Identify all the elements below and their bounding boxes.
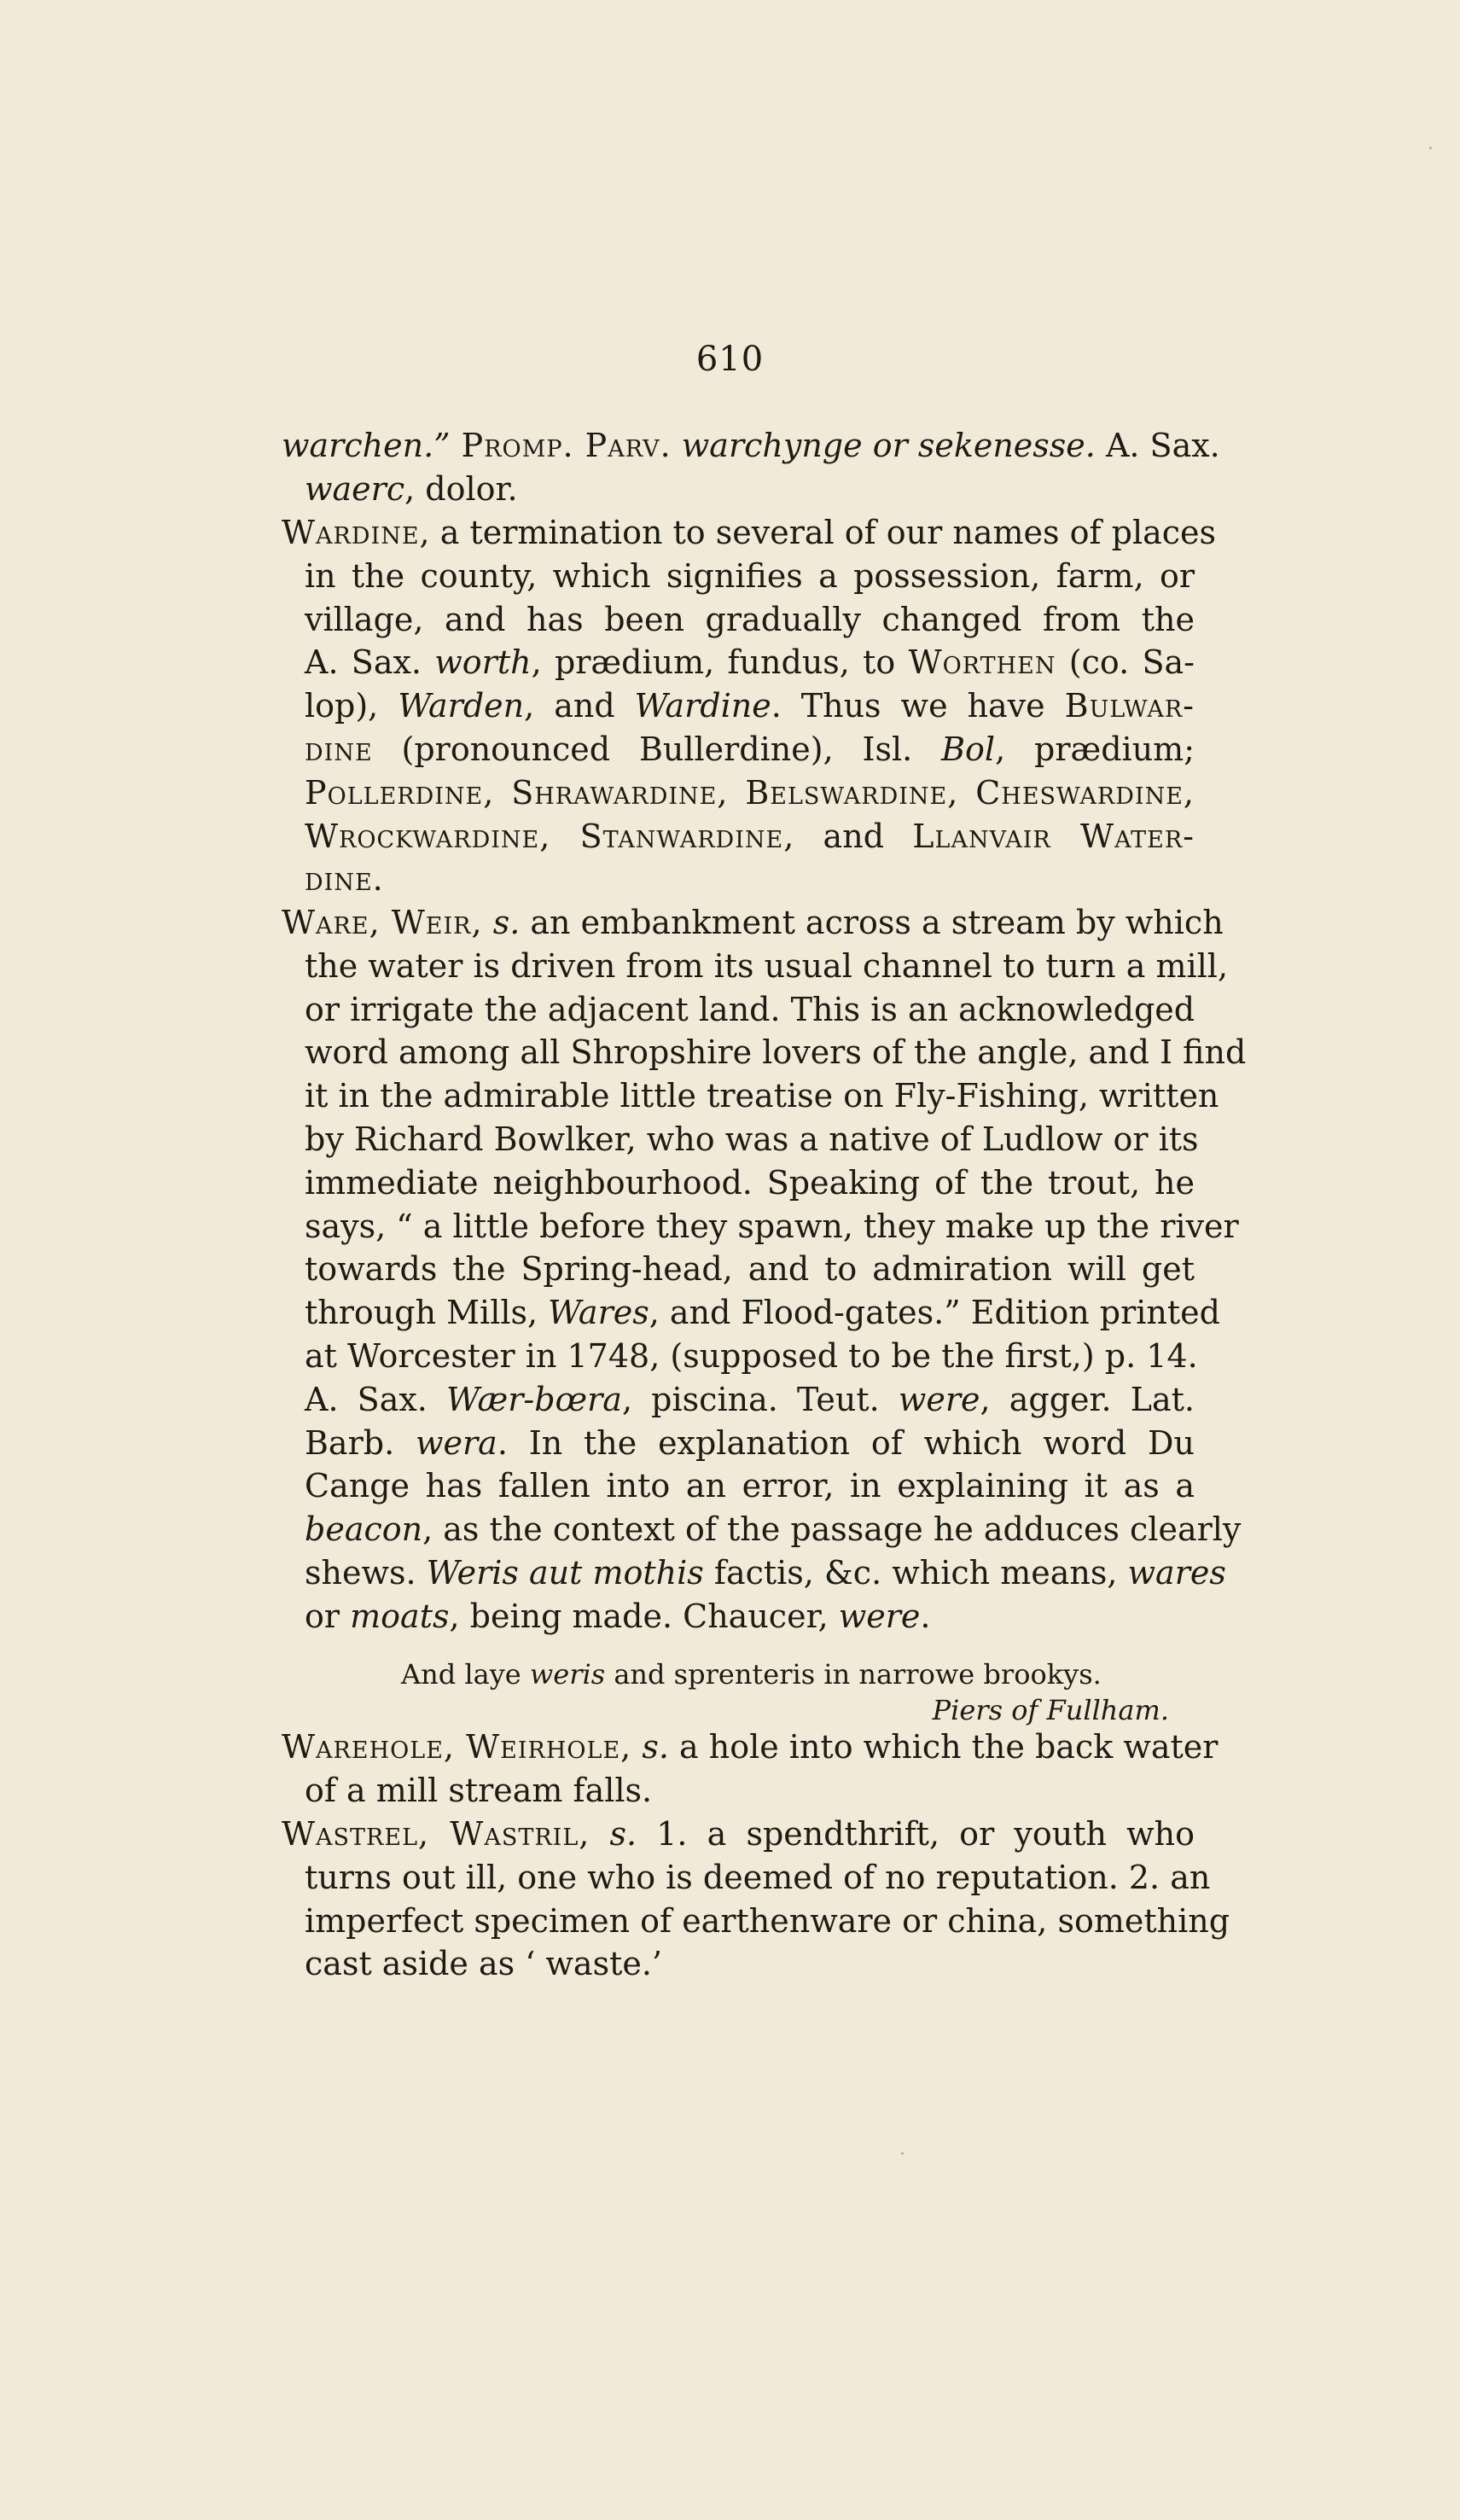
text-run: of a mill stream falls. — [305, 1771, 653, 1809]
italic-term: moats — [350, 1597, 450, 1635]
text-run: , a termination to several of our names of places — [419, 514, 1217, 551]
text-line — [282, 684, 1195, 728]
headword: dine. — [305, 860, 384, 899]
text-line — [282, 1118, 1199, 1161]
text-run: 1. a spendthrift, or youth who — [637, 1815, 1195, 1853]
text-run: imperfect specimen of earthenware or china, something — [305, 1901, 1230, 1940]
text-run — [590, 1815, 609, 1853]
text-line — [282, 728, 1195, 771]
text-line — [282, 945, 1229, 988]
text-run: lop), — [305, 687, 398, 725]
text-run: by Richard Bowlker, who was a native of Ludlow or its — [305, 1120, 1199, 1158]
text-run: word among all Shropshire lovers of the angle, and I find — [305, 1033, 1247, 1072]
italic-term: beacon — [305, 1510, 423, 1549]
italic-term: worth — [434, 643, 532, 682]
text-line — [282, 1726, 1219, 1769]
text-line — [282, 1464, 1195, 1508]
paper-speck — [1429, 147, 1432, 149]
text-line — [282, 858, 1195, 901]
text-run: . — [920, 1597, 931, 1635]
entry-wastrel — [282, 1813, 1230, 1986]
text-line — [282, 598, 1195, 642]
text-line — [282, 1074, 1219, 1118]
headword: Llanvair Water- — [912, 817, 1195, 855]
text-run: And laye — [401, 1658, 530, 1691]
text-run: or — [305, 1597, 351, 1635]
text-run: and sprenteris in narrowe brookys. — [605, 1658, 1102, 1691]
text-line — [282, 1422, 1195, 1465]
headword: Ware, Weir, — [282, 904, 483, 941]
italic-term: s. — [609, 1815, 637, 1853]
verse-quotation — [401, 1656, 1169, 1728]
text-run: (pronounced Bullerdine), Isl. — [372, 730, 942, 768]
italic-term: Weris aut mothis — [426, 1553, 704, 1592]
text-run: , being made. Chaucer, — [449, 1597, 839, 1635]
headword: Wrockwardine, Stanwardine, — [305, 817, 795, 855]
text-run: Cange has fallen into an error, in explaining it as a — [305, 1467, 1195, 1505]
text-line — [282, 1769, 1195, 1813]
text-run: , piscina. Teut. — [621, 1380, 899, 1418]
text-line — [282, 1551, 1226, 1595]
italic-term: Warden — [398, 687, 525, 725]
italic-term: Wares — [548, 1294, 649, 1332]
quotation-source: Piers of Fullham. — [932, 1694, 1169, 1726]
text-line — [282, 468, 1195, 511]
text-run: immediate neighbourhood. Speaking of the trout, he — [305, 1163, 1195, 1202]
text-line — [282, 1291, 1220, 1335]
italic-term: warchen.” — [282, 427, 451, 464]
text-line — [282, 1378, 1195, 1422]
italic-term: wares — [1127, 1553, 1226, 1592]
text-line — [282, 815, 1195, 858]
quotation-line — [401, 1658, 1102, 1691]
text-run: and — [794, 817, 913, 855]
text-line — [282, 511, 1217, 555]
italic-term: weris — [529, 1658, 606, 1691]
text-line — [282, 771, 1195, 815]
text-line — [282, 1508, 1242, 1551]
headword: Warehole, Weirhole, — [282, 1728, 632, 1766]
text-run: shews. — [305, 1553, 427, 1592]
text-run: the water is driven from its usual channel to turn a mill, — [305, 946, 1229, 985]
text-run: A. Sax. — [305, 1380, 447, 1418]
text-run: towards the Spring-head, and to admiration will get — [305, 1250, 1195, 1289]
italic-term: waerc — [305, 469, 405, 508]
text-line — [282, 988, 1195, 1032]
entry-wardine — [282, 511, 1217, 901]
italic-term: were — [898, 1380, 980, 1418]
page-number: 610 — [695, 340, 765, 379]
entry-warehole — [282, 1726, 1219, 1813]
text-line — [282, 1031, 1247, 1074]
text-run: a hole into which the back water — [668, 1728, 1219, 1766]
text-run: , prædium; — [995, 730, 1195, 768]
headword: Worthen — [908, 643, 1056, 682]
text-line — [282, 1900, 1230, 1943]
text-run: at Worcester in 1748, (supposed to be the first,) p. 14. — [305, 1336, 1198, 1375]
text-run: , dolor. — [404, 469, 518, 508]
italic-term: were — [838, 1597, 921, 1635]
text-run: an embankment across a stream by which — [520, 904, 1224, 941]
text-run: factis, &c. which means, — [703, 1553, 1128, 1592]
text-line — [282, 424, 1220, 468]
text-run: , prædium, fundus, to — [531, 643, 909, 682]
text-run: A. Sax. — [1095, 427, 1220, 464]
text-run — [483, 904, 493, 941]
text-run: , and — [524, 687, 635, 725]
italic-term: Wær-bœra — [446, 1380, 622, 1418]
italic-term: Wardine — [634, 687, 771, 725]
text-run: village, and has been gradually changed from the — [305, 600, 1195, 638]
italic-term: wera — [415, 1423, 497, 1462]
text-run: (co. Sa- — [1056, 643, 1195, 682]
text-line — [282, 1856, 1211, 1900]
text-run: or irrigate the adjacent land. This is an acknowledged — [305, 990, 1195, 1028]
text-run: it in the admirable little treatise on Fly-Fishing, written — [305, 1077, 1219, 1115]
text-run: , as the context of the passage he adduces clearly — [422, 1510, 1242, 1549]
text-line — [282, 1248, 1195, 1291]
text-run: A. Sax. — [305, 643, 435, 682]
text-run: in the county, which signifies a possession, farm, or — [305, 556, 1195, 595]
entry-ware — [282, 901, 1247, 1638]
text-run: turns out ill, one who is deemed of no reputation. 2. an — [305, 1858, 1211, 1896]
text-run: , and Flood-gates.” Edition printed — [649, 1294, 1220, 1332]
headword: Wastrel, Wastril, — [282, 1815, 590, 1853]
text-line — [282, 1813, 1195, 1856]
headword: dine — [305, 730, 373, 768]
headword: Pollerdine, Shrawardine, Belswardine, Cheswardine, — [305, 773, 1195, 812]
headword: Wardine — [282, 514, 420, 551]
italic-term: Bol — [941, 730, 996, 768]
italic-term: s. — [642, 1728, 669, 1766]
text-line — [282, 901, 1224, 945]
entry-continuation — [282, 424, 1220, 511]
text-line — [282, 1335, 1198, 1378]
text-run: . In the explanation of which word Du — [497, 1423, 1195, 1462]
text-line — [282, 555, 1195, 598]
text-run: Barb. — [305, 1423, 416, 1462]
text-run: cast aside as ‘ waste.’ — [305, 1945, 662, 1983]
text-run — [631, 1728, 642, 1766]
headword: Promp. Parv. — [450, 427, 672, 464]
paper-speck — [901, 2152, 904, 2155]
italic-term: s. — [492, 904, 521, 941]
text-run: through Mills, — [305, 1294, 549, 1332]
text-run: says, “ a little before they spawn, they make up the river — [305, 1207, 1239, 1245]
text-line — [282, 641, 1195, 684]
text-line — [282, 1595, 1195, 1638]
headword: Bulwar- — [1064, 687, 1195, 725]
text-run: . Thus we have — [771, 687, 1065, 725]
text-line — [282, 1942, 1195, 1986]
italic-term: warchynge or sekenesse. — [671, 427, 1096, 464]
text-run: , agger. Lat. — [980, 1380, 1195, 1418]
text-line — [282, 1205, 1239, 1248]
text-line — [282, 1161, 1195, 1205]
